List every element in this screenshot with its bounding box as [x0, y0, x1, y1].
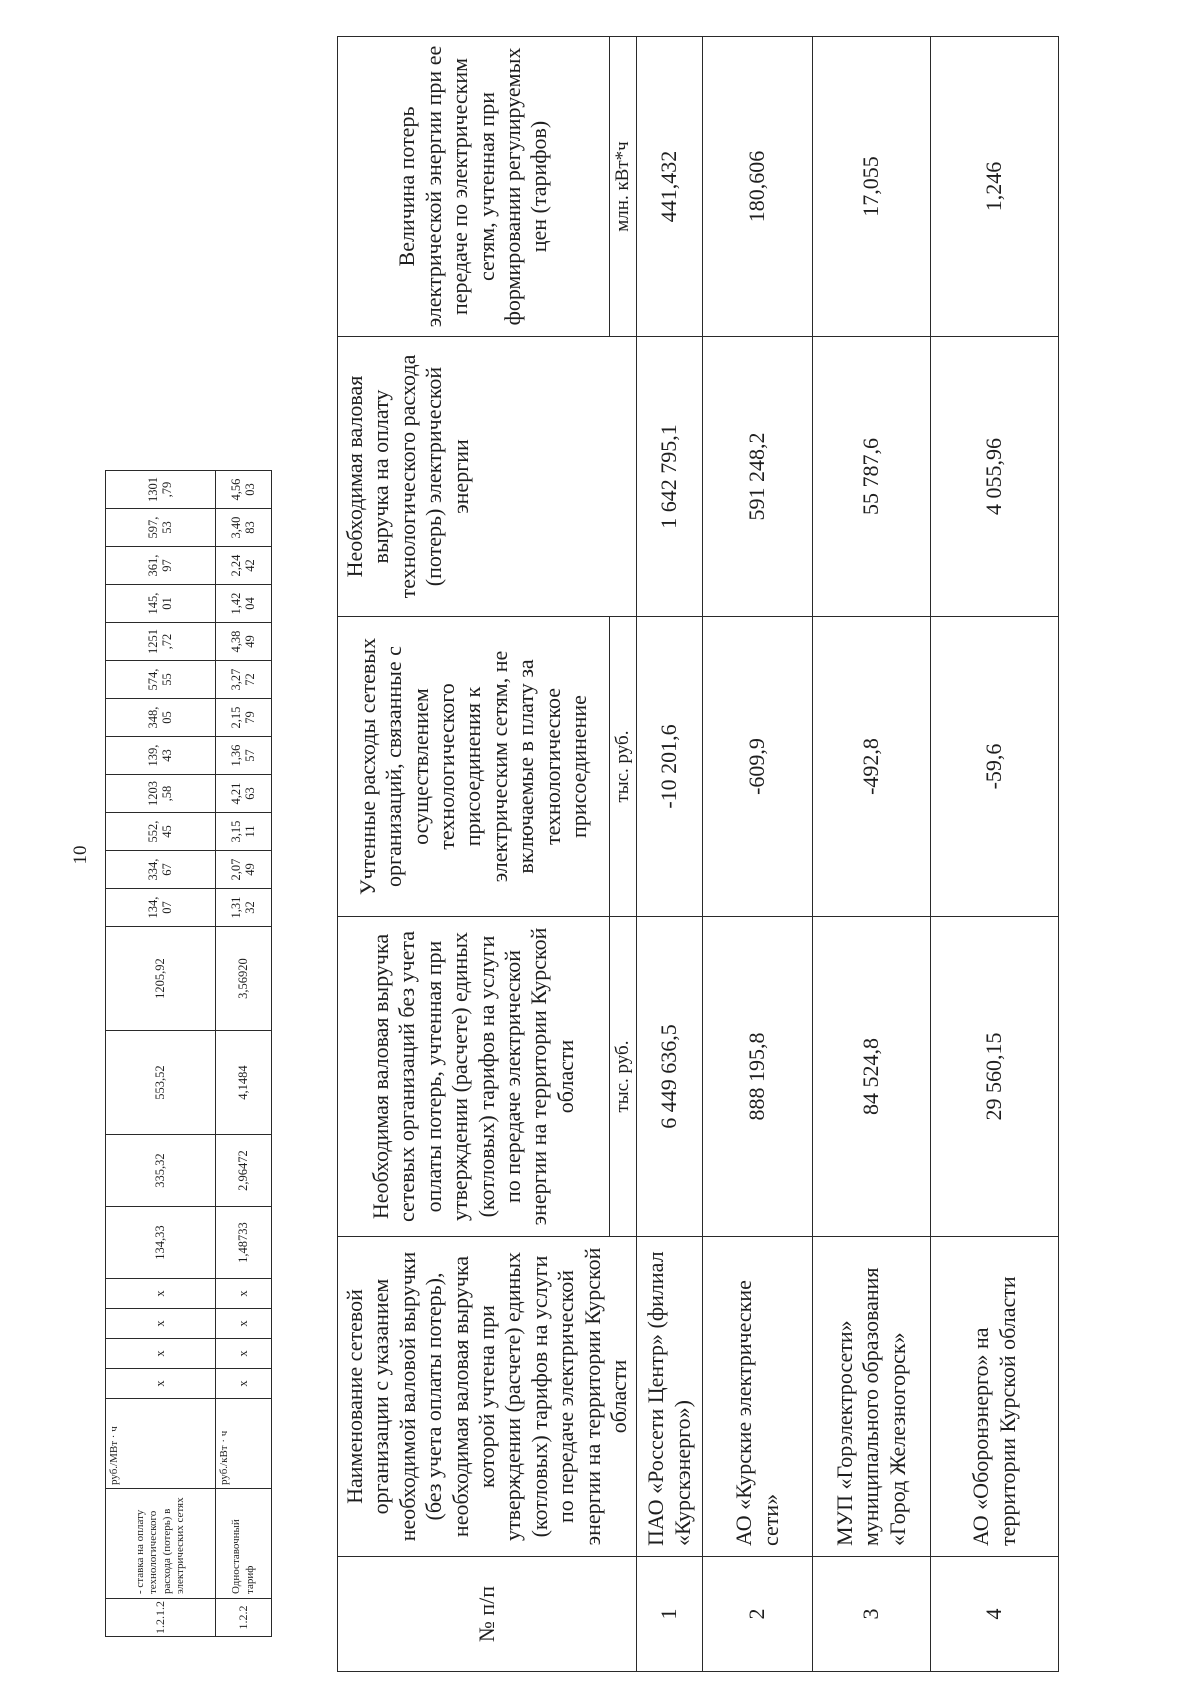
value-cell: 1,31 32 [216, 889, 272, 927]
row-number: 3 [813, 1557, 931, 1672]
connection-expenses-value: -609,9 [703, 617, 813, 917]
value-cell: 1205,92 [106, 927, 216, 1031]
value-cell: 3,56920 [216, 927, 272, 1031]
value-cell: 4,56 03 [216, 471, 272, 509]
header-row [338, 37, 610, 1672]
row-number: 4 [931, 1557, 1059, 1672]
loss-revenue-value: 4 055,96 [931, 337, 1059, 617]
header-connection-expenses: Учтенные расходы сетевых организаций, связанные с осуществлением технологического присоединения к электрическим сетям, не включаемые в плату за технологическое присоединение [338, 617, 610, 917]
gross-revenue-value: 888 195,8 [703, 917, 813, 1237]
value-cell: 3,40 83 [216, 509, 272, 547]
unit-connection-expenses: тыс. руб. [610, 617, 637, 917]
loss-volume-value: 17,055 [813, 37, 931, 337]
value-cell: x [106, 1279, 216, 1309]
tariff-row-loss-rate [106, 471, 216, 1637]
network-organizations-table [337, 36, 1059, 1672]
row-description: Одноставочный тариф [216, 1489, 272, 1599]
organization-name: АО «Курские электрические сети» [703, 1237, 813, 1557]
value-cell: 1301 ,79 [106, 471, 216, 509]
header-organization-name: Наименование сетевой организации с указанием необходимой валовой выручки (без учета оплаты потерь), необходимая валовая выручка которой учтена при утверждении (расчете) единых (котловых) тарифов на услуги по передаче электрической энергии на территории Курской области [338, 1237, 637, 1557]
value-cell: x [216, 1369, 272, 1399]
table-row [637, 37, 703, 1672]
value-cell: 335,32 [106, 1135, 216, 1207]
value-cell: 4,1484 [216, 1031, 272, 1135]
gross-revenue-value: 84 524,8 [813, 917, 931, 1237]
header-num: № п/п [338, 1557, 637, 1672]
organization-name: АО «Оборонэнерго» на территории Курской области [931, 1237, 1059, 1557]
gross-revenue-value: 29 560,15 [931, 917, 1059, 1237]
value-cell: 552, 45 [106, 813, 216, 851]
row-unit: руб./МВт · ч [106, 1399, 216, 1489]
tariff-rates-table [105, 470, 272, 1637]
organization-name: ПАО «Россети Центр» (филиал «Курскэнерго») [637, 1237, 703, 1557]
value-cell: 334, 67 [106, 851, 216, 889]
value-cell: 348, 05 [106, 699, 216, 737]
value-cell: 553,52 [106, 1031, 216, 1135]
value-cell: 1,48733 [216, 1207, 272, 1279]
connection-expenses-value: -59,6 [931, 617, 1059, 917]
table-row [813, 37, 931, 1672]
connection-expenses-value: -10 201,6 [637, 617, 703, 917]
value-cell: 597, 53 [106, 509, 216, 547]
value-cell: 134, 07 [106, 889, 216, 927]
value-cell: 574, 55 [106, 661, 216, 699]
row-number: 2 [703, 1557, 813, 1672]
value-cell: 1,36 57 [216, 737, 272, 775]
header-loss-revenue: Необходимая валовая выручка на оплату технологического расхода (потерь) электрической энергии [338, 337, 637, 617]
value-cell: 2,24 42 [216, 547, 272, 585]
row-number: 1 [637, 1557, 703, 1672]
row-unit: руб./кВт · ч [216, 1399, 272, 1489]
loss-volume-value: 180,606 [703, 37, 813, 337]
value-cell: 1203 ,58 [106, 775, 216, 813]
page-number: 10 [70, 845, 91, 865]
loss-volume-value: 441,432 [637, 37, 703, 337]
loss-volume-value: 1,246 [931, 37, 1059, 337]
value-cell: 3,15 11 [216, 813, 272, 851]
value-cell: x [216, 1279, 272, 1309]
header-gross-revenue: Необходимая валовая выручка сетевых организаций без учета оплаты потерь, учтенная при утверждении (расчете) единых (котловых) тарифов на услуги по передаче электрической энергии на территории Курской области [338, 917, 610, 1237]
organization-name: МУП «Горэлектросети» муниципального образования «Город Железногорск» [813, 1237, 931, 1557]
loss-revenue-value: 591 248,2 [703, 337, 813, 617]
value-cell: 3,27 72 [216, 661, 272, 699]
loss-revenue-value: 1 642 795,1 [637, 337, 703, 617]
value-cell: x [216, 1309, 272, 1339]
value-cell: 361, 97 [106, 547, 216, 585]
value-cell: 139, 43 [106, 737, 216, 775]
value-cell: x [106, 1309, 216, 1339]
connection-expenses-value: -492,8 [813, 617, 931, 917]
value-cell: 4,21 63 [216, 775, 272, 813]
value-cell: 1251 ,72 [106, 623, 216, 661]
unit-loss-volume: млн. кВт*ч [610, 37, 637, 337]
gross-revenue-value: 6 449 636,5 [637, 917, 703, 1237]
value-cell: x [106, 1369, 216, 1399]
value-cell: 4,38 49 [216, 623, 272, 661]
value-cell: 2,15 79 [216, 699, 272, 737]
table-row [703, 37, 813, 1672]
value-cell: 2,07 49 [216, 851, 272, 889]
value-cell: 145, 01 [106, 585, 216, 623]
loss-revenue-value: 55 787,6 [813, 337, 931, 617]
row-description: - ставка на оплату технологического расхода (потерь) в электрических сетях [106, 1489, 216, 1599]
value-cell: 2,96472 [216, 1135, 272, 1207]
value-cell: 1,42 04 [216, 585, 272, 623]
table-row [931, 37, 1059, 1672]
row-code: 1.2.1.2 [106, 1599, 216, 1637]
tariff-row-single-rate [216, 471, 272, 1637]
value-cell: 134,33 [106, 1207, 216, 1279]
unit-gross-revenue: тыс. руб. [610, 917, 637, 1237]
header-loss-volume: Величина потерь электрической энергии при ее передаче по электрическим сетям, учтенная при формировании регулируемых цен (тарифов) [338, 37, 610, 337]
row-code: 1.2.2 [216, 1599, 272, 1637]
value-cell: x [106, 1339, 216, 1369]
value-cell: x [216, 1339, 272, 1369]
